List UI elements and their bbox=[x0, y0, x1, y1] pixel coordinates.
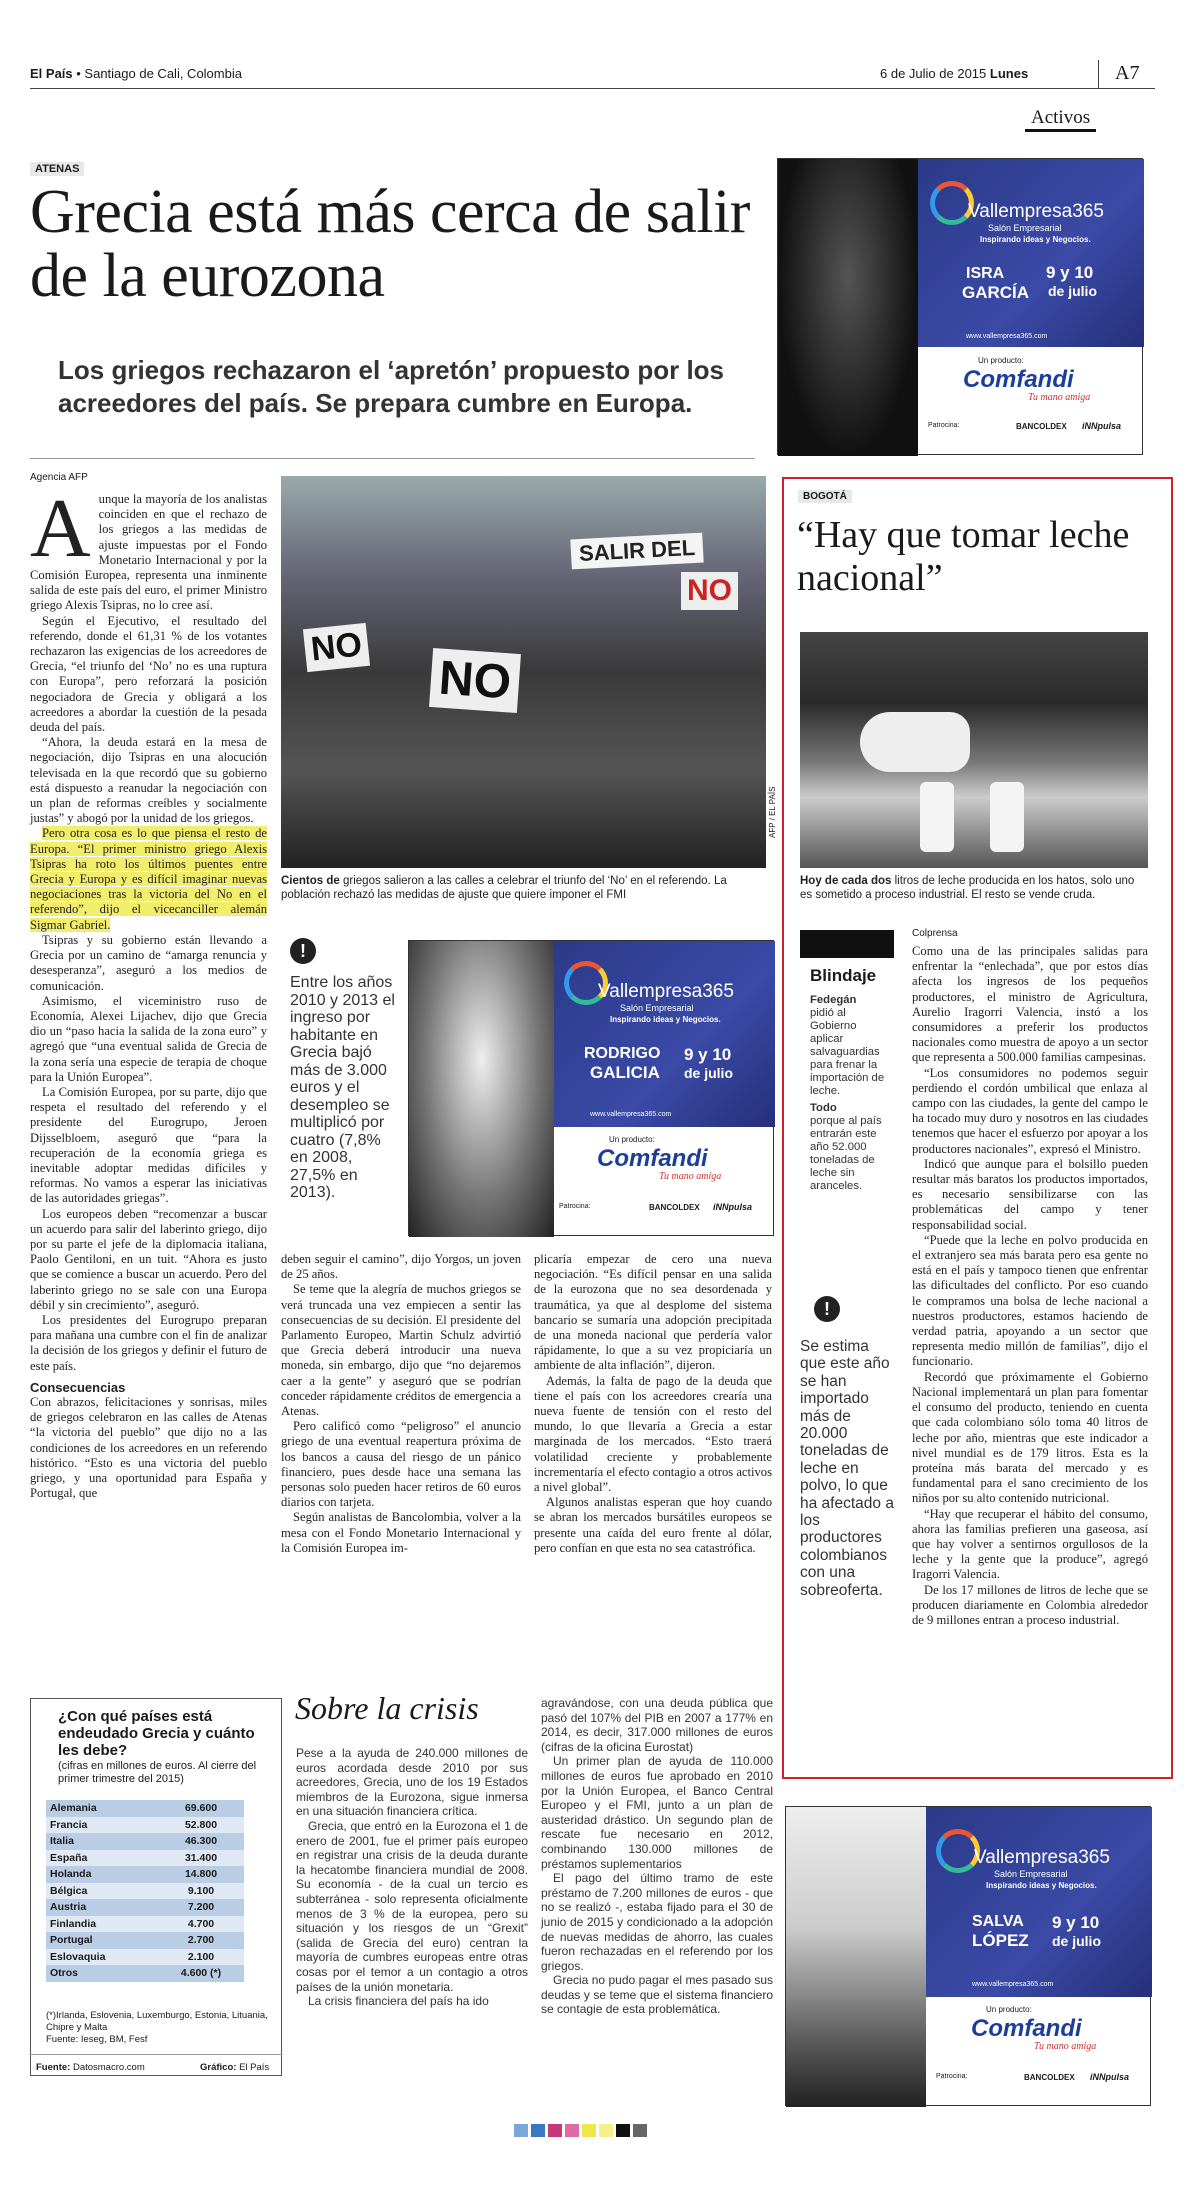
ad-date: 9 y 10 bbox=[1046, 263, 1094, 282]
debt-value: 7.200 bbox=[158, 1899, 244, 1916]
item-text: porque al país entrarán este año 52.000 toneladas de leche sin aranceles. bbox=[810, 1115, 882, 1192]
innpulsa-logo: iNNpulsa bbox=[713, 1202, 753, 1212]
header-divider bbox=[1098, 60, 1099, 88]
paragraph: “Los consumidores no podemos seguir perdiendo el cordón umbilical que enlaza al campo con las ciudades, la gente del campo le ha tocado muy duro y nosotros en las ciudades tenemos que hacer el esfuerzo por apoyar a los productores nacionales”, expresó el Ministro. bbox=[912, 1065, 1148, 1156]
bancoldex-logo: BANCOLDEX bbox=[1016, 422, 1067, 431]
innpulsa-logo: iNNpulsa bbox=[1090, 2072, 1130, 2082]
debt-value: 31.400 bbox=[158, 1850, 244, 1867]
table-footer-rule bbox=[30, 2054, 282, 2055]
debt-country: Finlandia bbox=[46, 1916, 158, 1933]
ad-patrocina: Patrocina: bbox=[928, 422, 960, 429]
ad-speaker-last: GALICIA bbox=[590, 1063, 660, 1082]
bancoldex-logo: BANCOLDEX bbox=[649, 1203, 700, 1212]
ad-vallempresa-top[interactable] bbox=[777, 158, 1143, 455]
debt-country: Eslovaquia bbox=[46, 1949, 158, 1966]
paragraph: deben seguir el camino”, dijo Yorgos, un joven de 25 años. bbox=[281, 1252, 521, 1282]
comfandi-logo: Comfandi bbox=[963, 366, 1074, 393]
milk-can bbox=[990, 782, 1024, 852]
ad-speaker-first: SALVA bbox=[972, 1913, 1024, 1930]
graphic-label: Gráfico: bbox=[200, 2062, 237, 2073]
ad-vallempresa-bottom[interactable] bbox=[785, 1806, 1151, 2106]
paragraph: Con abrazos, felicitaciones y sonrisas, miles de griegos celebraron en las calles de Atenas “la victoria del pueblo” que dijo no a las condiciones de los acreedores en un referendo histórico. “Esto es una victoria del pueblo griego, y una oportunidad para España y Portugal, que bbox=[30, 1394, 267, 1501]
debt-table-source-note: Fuente: Ieseg, BM, Fesf bbox=[46, 2034, 148, 2045]
paragraph: El pago del último tramo de este préstamo de 7.200 millones de euros - que no se realizó -, estaba fijado para el 30 de junio de 2015 y condicionado a la adopción de nuevas medidas de ahorro, las cuales fueron rechazadas en el referendo por los griegos. bbox=[541, 1871, 773, 1973]
debt-value: 9.100 bbox=[158, 1883, 244, 1900]
debt-row bbox=[46, 1883, 244, 1900]
paragraph: unque la mayoría de los analistas coinciden en que el rechazo de los griegos a las medidas de ajuste impuestas por el Fondo Monetario Internacional y por la Comisión Europea, representa una inminente salida de este país del euro, el primer Ministro griego Alexis Tsipras, no lo cree así. bbox=[30, 492, 267, 613]
drop-cap: A bbox=[30, 482, 91, 575]
debt-row bbox=[46, 1817, 244, 1834]
debt-country: Otros bbox=[46, 1965, 158, 1982]
debt-value: 4.700 bbox=[158, 1916, 244, 1933]
ad-date: 9 y 10 bbox=[1052, 1913, 1100, 1932]
article-column-3 bbox=[534, 1252, 772, 1556]
paragraph: Según el Ejecutivo, el resultado del referendo, donde el 61,31 % de los votantes rechazaron las exigencias de los acreedores de Grecia, “el triunfo del ‘No’ no es una ruptura con Europa”, pero reforzará la posición negociadora de Grecia y obligará a los acreedores a abordar la cuestión de la pesada deuda del país. bbox=[30, 613, 267, 735]
blindaje-title: Blindaje bbox=[810, 966, 877, 985]
debt-country: Portugal bbox=[46, 1932, 158, 1949]
paragraph: Se teme que la alegría de muchos griegos se verá truncada una vez empiecen a sentir las consecuencias de su decisión. El presidente del Parlamento Europeo, Martin Schulz advirtió que Grecia deberá introducir una nueva moneda, sin embargo, dijo que “no dejaremos caer a la gente” y aseguró que se podrían conceder rápidamente créditos de emergencia a Atenas. bbox=[281, 1282, 521, 1419]
date-text: 6 de Julio de 2015 bbox=[880, 66, 987, 81]
ad-month: de julio bbox=[684, 1065, 733, 1081]
item-text: pidió al Gobierno aplicar salvaguardias para frenar la importación de leche. bbox=[810, 1007, 885, 1097]
ad-banner bbox=[926, 1807, 1152, 1997]
protest-photo bbox=[281, 476, 766, 868]
day-text: Lunes bbox=[989, 66, 1029, 81]
header-rule bbox=[30, 88, 1155, 89]
ad-speaker-last: LÓPEZ bbox=[972, 1931, 1029, 1950]
comfandi-logo: Comfandi bbox=[597, 1145, 708, 1172]
article-column-2 bbox=[281, 1252, 521, 1556]
ad-banner bbox=[918, 159, 1144, 347]
debt-row bbox=[46, 1916, 244, 1933]
comfandi-slogan: Tu mano amiga bbox=[1034, 2041, 1097, 2052]
debt-country: Francia bbox=[46, 1817, 158, 1834]
ad-producto: Un producto: bbox=[609, 1135, 655, 1144]
protest-sign: NO bbox=[429, 648, 521, 713]
debt-value: 2.100 bbox=[158, 1949, 244, 1966]
print-color-bar bbox=[514, 2124, 650, 2142]
innpulsa-logo: iNNpulsa bbox=[1082, 421, 1122, 431]
paragraph: plicaría empezar de cero una nueva negociación. “Es difícil pensar en una salida de la eurozona que no sea desordenada y traumática, ya que al desplome del sistema bancario se sumaría una adopción precipitada de una moneda nacional que perdería valor rápidamente, lo que a su vez propiciaría un ambiente de alta inflación”, dijeron. bbox=[534, 1252, 772, 1373]
debt-row bbox=[46, 1833, 244, 1850]
ad-speaker-last: GARCÍA bbox=[962, 283, 1030, 302]
ad-date: 9 y 10 bbox=[684, 1045, 732, 1064]
paper-location: • Santiago de Cali, Colombia bbox=[76, 66, 242, 81]
paragraph: Algunos analistas esperan que hoy cuando se abran los mercados bursátiles europeos se presente una caída del euro frente al dólar, pero confían en que esta no sea catastrófica. bbox=[534, 1495, 772, 1555]
crisis-title: Sobre la crisis bbox=[295, 1690, 479, 1726]
masthead bbox=[30, 66, 242, 81]
comfandi-logo: Comfandi bbox=[971, 2015, 1082, 2042]
blindaje-bar bbox=[800, 930, 894, 958]
photo-caption bbox=[281, 874, 766, 902]
article-headline: Grecia está más cerca de salir de la eurozona bbox=[30, 178, 750, 310]
debt-value: 4.600 (*) bbox=[158, 1965, 244, 1982]
debt-value: 46.300 bbox=[158, 1833, 244, 1850]
paragraph: Pero calificó como “peligroso” el anuncio griego de una eventual reapertura próxima de los bancos a causa del riesgo de un pánico financiero, pues desde hace una semana las personas solo pueden hacer retiros de 60 euros diarios con tarjeta. bbox=[281, 1419, 521, 1510]
paragraph: Tsipras y su gobierno están llevando a Grecia por un camino de “amarga renuncia y desesperanza”, aseguró a los medios de comunicación. bbox=[30, 932, 267, 993]
debt-table-subtitle: (cifras en millones de euros. Al cierre del primer trimestre del 2015) bbox=[58, 1760, 257, 1785]
debt-country: Austria bbox=[46, 1899, 158, 1916]
paragraph: Grecia no pudo pagar el mes pasado sus deudas y se teme que el sistema financiero se contagie de esta problemática. bbox=[541, 1973, 773, 2017]
paragraph: Pese a la ayuda de 240.000 millones de euros acordada desde 2010 por sus acreedores, Grecia, uno de los 19 Estados miembros de la Eurozona, sigue inmersa en una situación financiera crítica. bbox=[296, 1746, 528, 1819]
ad-speaker-first: RODRIGO bbox=[584, 1045, 661, 1062]
protest-banner: SALIR DEL bbox=[570, 533, 704, 570]
speaker-photo bbox=[409, 941, 554, 1237]
milk-can bbox=[920, 782, 954, 852]
debt-row bbox=[46, 1800, 244, 1817]
paragraph: De los 17 millones de litros de leche que se producen diariamente en Colombia alrededor de 9 millones entran a proceso industrial. bbox=[912, 1582, 1148, 1627]
ad-url[interactable]: www.vallempresa365.com bbox=[966, 333, 1048, 340]
blindaje-item bbox=[810, 1102, 892, 1193]
caption-text: litros de leche producida en los hatos, solo uno es sometido a proceso industrial. El resto se vende cruda. bbox=[800, 875, 1135, 901]
photo-credit: AFP / EL PAÍS bbox=[768, 786, 777, 838]
debt-country: Italia bbox=[46, 1833, 158, 1850]
debt-value: 2.700 bbox=[158, 1932, 244, 1949]
exclamation-icon: ! bbox=[814, 1296, 840, 1322]
article-kicker: ATENAS bbox=[30, 162, 84, 176]
ad-brand: Vallempresa365 bbox=[968, 201, 1104, 222]
protest-sign: NO bbox=[681, 572, 738, 610]
ad-producto: Un producto: bbox=[986, 2005, 1032, 2014]
ad-month: de julio bbox=[1052, 1933, 1101, 1949]
paragraph: Indicó que aunque para el bolsillo pueden resultar más baratos los productos importados, es necesario sensibilizarse con las problemáticas del campo y tener responsabilidad social. bbox=[912, 1156, 1148, 1232]
cow-shape bbox=[860, 712, 970, 772]
bogota-fact: Se estima que este año se han importado más de 20.000 toneladas de leche en polvo, lo que ha afectado a los productores colombianos con una sobreoferta. bbox=[800, 1338, 894, 1599]
ad-sub: Inspirando ideas y Negocios. bbox=[610, 1015, 721, 1024]
subhead-consecuencias: Consecuencias bbox=[30, 1379, 126, 1395]
section-label: Activos bbox=[1025, 107, 1096, 132]
blindaje-list bbox=[810, 994, 892, 1193]
ad-speaker-first: ISRA bbox=[966, 265, 1005, 282]
debt-country: España bbox=[46, 1850, 158, 1867]
deck-rule bbox=[30, 458, 755, 459]
debt-country: Bélgica bbox=[46, 1883, 158, 1900]
bogota-headline: “Hay que tomar leche nacional” bbox=[797, 514, 1130, 599]
paragraph: La crisis financiera del país ha ido bbox=[308, 1994, 489, 2009]
crisis-column-2 bbox=[541, 1696, 773, 2017]
article-agency: Agencia AFP bbox=[30, 472, 88, 483]
paragraph: Un primer plan de ayuda de 110.000 millones de euros fue aprobado en 2010 por la Unión Europea, el Banco Central Europeo y el FMI, junto a un plan de austeridad drástico. Un segundo plan de rescate fue necesario en 2012, combinando 130.000 millones de préstamos suplementarios bbox=[541, 1754, 773, 1871]
debt-value: 52.800 bbox=[158, 1817, 244, 1834]
paragraph: Recordó que próximamente el Gobierno Nacional implementará un plan para fomentar el consumo del producto, teniendo en cuenta que cada colombiano sólo toma 40 litros de leche por año, mientras que este indicador a nivel mundial es de 179 litros. Esta es la proteína más barata del mercado y es fundamental para el sano crecimiento de los niños por su alto contenido nutricional. bbox=[912, 1369, 1148, 1506]
ad-vallempresa-middle[interactable] bbox=[408, 940, 774, 1236]
comfandi-slogan: Tu mano amiga bbox=[1028, 392, 1091, 403]
ad-tagline: Salón Empresarial bbox=[620, 1003, 694, 1013]
ad-month: de julio bbox=[1048, 283, 1097, 299]
ad-brand: Vallempresa365 bbox=[974, 1847, 1110, 1868]
protest-sign: NO bbox=[303, 623, 370, 672]
ad-tagline: Salón Empresarial bbox=[988, 223, 1062, 233]
debt-row bbox=[46, 1850, 244, 1867]
ad-producto: Un producto: bbox=[978, 356, 1024, 365]
page-number: A7 bbox=[1115, 62, 1140, 84]
paragraph: La Comisión Europea, por su parte, dijo que respeta el resultado del referendo y el presidente del Eurogrupo, Jeroen Dijsselbloem, aseguró que “para la recuperación de la economía griega es inevitable adoptar medidas difíciles y reformas. No vamos a esperar las iniciativas de las autoridades griegas”. bbox=[30, 1084, 267, 1206]
article-deck: Los griegos rechazaron el ‘apretón’ propuesto por los acreedores del país. Se prepara cumbre en Europa. bbox=[58, 355, 725, 418]
bancoldex-logo: BANCOLDEX bbox=[1024, 2073, 1075, 2082]
paragraph: Según analistas de Bancolombia, volver a la mesa con el Fondo Monetario Internacional y la Comisión Europea im- bbox=[281, 1510, 521, 1555]
speaker-photo bbox=[786, 1807, 926, 2107]
paragraph: Asimismo, el viceministro ruso de Economía, Alexei Lijachev, dijo que Grecia dio un “paso hacia la salida de la zona euro” y agregó que “una eventual salida de Grecia de la zona sería una especie de terapia de choque para la Unión Europea”. bbox=[30, 993, 267, 1084]
caption-text: griegos salieron a las calles a celebrar el triunfo del ‘No’ en el referendo. La población rechazó las medidas de ajuste que quiere imponer el FMI bbox=[281, 875, 727, 901]
speaker-photo bbox=[778, 159, 918, 456]
paragraph: “Puede que la leche en polvo producida en el extranjero sea más barata pero esa gente no está en el país y tampoco tienen que enfrentar las dificultades del conflicto. Por eso cuando le compramos una bolsa de leche nacional a nuestros productores, estamos haciendo de verdad patria, apoyando a un sector que representa medio millón de familias”, dijo el funcionario. bbox=[912, 1232, 1148, 1369]
bogota-agency: Colprensa bbox=[912, 928, 958, 939]
ad-url[interactable]: www.vallempresa365.com bbox=[590, 1111, 672, 1118]
debt-row bbox=[46, 1965, 244, 1982]
debt-value: 69.600 bbox=[158, 1800, 244, 1817]
debt-country: Alemania bbox=[46, 1800, 158, 1817]
exclamation-icon: ! bbox=[290, 938, 316, 964]
ad-sub: Inspirando ideas y Negocios. bbox=[980, 235, 1091, 244]
debt-row bbox=[46, 1949, 244, 1966]
table-graphic-credit bbox=[200, 2062, 269, 2073]
paragraph: Además, la falta de pago de la deuda que tiene el país con los acreedores crearía una nueva fuente de tensión con el resto del mundo, lo que llevaría a Grecia a estar marginada de los mercados. “Esto traerá volatilidad creciente y probablemente incrementaría el efecto contagio a otros activos a nivel global”. bbox=[534, 1373, 772, 1495]
highlighted-quote: Pero otra cosa es lo que piensa el resto de Europa. “El primer ministro griego Alexis Tsipras ha roto los últimos puentes entre Grecia y Europa y es difícil imaginar nuevas negociaciones tras la victoria del No en el referendo”, dijo el vicecanciller alemán Sigmar Gabriel. bbox=[30, 826, 267, 932]
debt-table-title: ¿Con qué países está endeudado Grecia y cuánto les debe? bbox=[58, 1708, 255, 1759]
ad-patrocina: Patrocina: bbox=[936, 2073, 968, 2080]
paper-name: El País bbox=[30, 66, 73, 81]
debt-country: Holanda bbox=[46, 1866, 158, 1883]
caption-lead: Cientos de bbox=[281, 875, 340, 887]
ad-tagline: Salón Empresarial bbox=[994, 1869, 1068, 1879]
ad-patrocina: Patrocina: bbox=[559, 1203, 591, 1210]
table-source bbox=[36, 2062, 145, 2073]
paragraph: Grecia, que entró en la Eurozona el 1 de enero de 2001, fue el primer país europeo en registrar una crisis de la deuda durante la hecatombe financiera mundial de 2008. Su economía - de la cual un tercio es subterránea - solo representa oficialmente menos de 3 % de la europea, pero su situación y los riesgos de un “Grexit” (salida de Grecia del euro) centran la mayoría de cumbres europeas entre otras cosas por el temor a un contagio a otros países de la unión monetaria. bbox=[296, 1818, 528, 1994]
page-date bbox=[880, 66, 1028, 81]
bogota-body bbox=[912, 944, 1148, 1628]
crisis-column-1 bbox=[296, 1746, 528, 2009]
debt-row bbox=[46, 1899, 244, 1916]
paragraph: Los presidentes del Eurogrupo preparan para mañana una cumbre con el fin de analizar la decisión de los griegos y definir el futuro de este país. bbox=[30, 1312, 267, 1373]
debt-row bbox=[46, 1866, 244, 1883]
paragraph: Los europeos deben “recomenzar a buscar un acuerdo para salir del laberinto griego, dijo por su parte el jefe de la diplomacia italiana, Paolo Gentiloni, en un tuit. “Ahora es justo que se comience a buscar un acuerdo. Pero del laberinto griego no se sale con una Europa débil y sin crecimiento”, aseguró. bbox=[30, 1206, 267, 1312]
bogota-caption bbox=[800, 874, 1148, 902]
source-value: Datosmacro.com bbox=[72, 2062, 145, 2073]
ad-banner bbox=[554, 941, 775, 1127]
fact-box: Entre los años 2010 y 2013 el ingreso por habitante en Grecia bajó más de 3.000 euros y el desempleo se multiplicó por cuatro (7,8% en 2008, 27,5% en 2013). bbox=[290, 974, 395, 1201]
debt-table bbox=[46, 1800, 244, 1982]
blindaje-item bbox=[810, 994, 892, 1098]
debt-row bbox=[46, 1932, 244, 1949]
source-label: Fuente: bbox=[36, 2062, 71, 2073]
ad-sub: Inspirando ideas y Negocios. bbox=[986, 1881, 1097, 1890]
paragraph: Como una de las principales salidas para enfrentar la “enlechada”, que por estos días afecta los ingresos de los pequeños productores, el ministro de Agricultura, Aurelio Iragorri Valencia, instó a los consumidores a preferir los productos nacionales como muestra de apoyo a un sector que representa a 500.000 familias campesinas. bbox=[912, 944, 1148, 1065]
debt-value: 14.800 bbox=[158, 1866, 244, 1883]
caption-lead: Hoy de cada dos bbox=[800, 875, 892, 887]
ad-brand: Vallempresa365 bbox=[598, 981, 734, 1002]
bogota-kicker: BOGOTÁ bbox=[798, 490, 852, 503]
comfandi-slogan: Tu mano amiga bbox=[659, 1171, 722, 1182]
graphic-value: El País bbox=[239, 2062, 270, 2073]
paragraph: “Ahora, la deuda estará en la mesa de negociación, dijo Tsipras en una alocución televisada en la que recordó que su gobierno está dispuesto a reanudar la negociación con un plan de reformas creíbles y socialmente justas” y abogó por la unidad de los griegos. bbox=[30, 735, 267, 826]
item-head: Fedegán bbox=[810, 994, 857, 1006]
article-column-1 bbox=[30, 482, 267, 1501]
milk-photo bbox=[800, 632, 1148, 868]
debt-table-note: (*)Irlanda, Eslovenia, Luxemburgo, Estonia, Lituania, Chipre y Malta bbox=[46, 2010, 268, 2033]
item-head: Todo bbox=[810, 1102, 837, 1114]
ad-url[interactable]: www.vallempresa365.com bbox=[972, 1981, 1054, 1988]
paragraph: “Hay que recuperar el hábito del consumo, ahora las familias prefieren una gaseosa, así que hay volver a sentirnos orgullosos de la leche y la gente que la produce”, agregó Iragorri Valencia. bbox=[912, 1506, 1148, 1582]
paragraph: agravándose, con una deuda pública que pasó del 107% del PIB en 2007 a 177% en 2014, es decir, 317.000 millones de euros (cifras de la oficina Eurostat) bbox=[541, 1696, 773, 1754]
